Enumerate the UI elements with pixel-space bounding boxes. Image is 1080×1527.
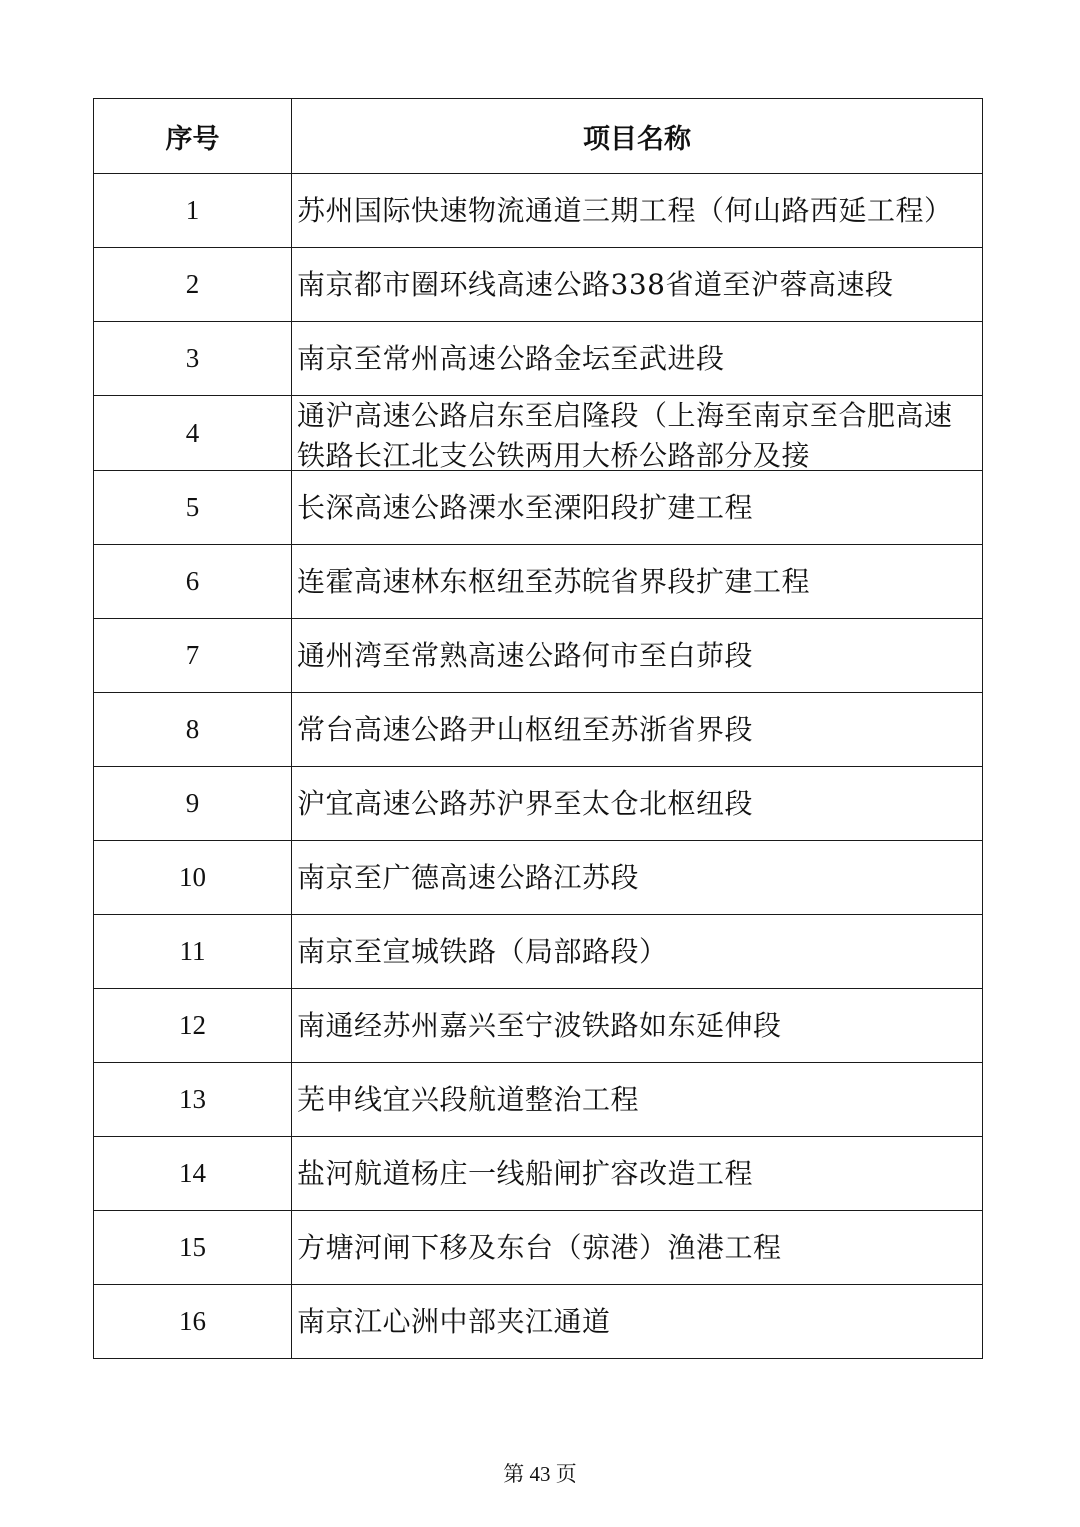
table-row <box>94 1285 983 1359</box>
row-number: 7 <box>94 619 292 693</box>
project-name-cell <box>292 1137 983 1211</box>
row-number: 3 <box>94 322 292 396</box>
table-header-row <box>94 99 983 174</box>
row-number: 15 <box>94 1211 292 1285</box>
table-body <box>94 174 983 1359</box>
header-project-name: 项目名称 <box>292 99 983 174</box>
project-name: 通沪高速公路启东至启隆段（上海至南京至合肥高速铁路长江北支公铁两用大桥公路部分及接 <box>297 399 953 470</box>
project-name-cell <box>292 1211 983 1285</box>
project-name: 常台高速公路尹山枢纽至苏浙省界段 <box>297 712 754 746</box>
project-name: 芜申线宜兴段航道整治工程 <box>297 1082 640 1116</box>
table-row <box>94 396 983 471</box>
table-row <box>94 1063 983 1137</box>
project-name: 南京江心洲中部夹江通道 <box>297 1304 611 1338</box>
row-number: 13 <box>94 1063 292 1137</box>
table-row <box>94 545 983 619</box>
row-number: 6 <box>94 545 292 619</box>
row-number: 9 <box>94 767 292 841</box>
row-number: 12 <box>94 989 292 1063</box>
project-name: 南京至宣城铁路（局部路段） <box>297 934 668 968</box>
project-name: 南京至常州高速公路金坛至武进段 <box>297 341 725 375</box>
table-row <box>94 174 983 248</box>
table-row <box>94 841 983 915</box>
project-name: 方塘河闸下移及东台（弶港）渔港工程 <box>297 1230 782 1264</box>
table-row <box>94 693 983 767</box>
page-number: 第 43 页 <box>503 1462 577 1486</box>
row-number: 11 <box>94 915 292 989</box>
project-name-cell <box>292 767 983 841</box>
table-row <box>94 1137 983 1211</box>
table-row <box>94 989 983 1063</box>
project-name-cell <box>292 619 983 693</box>
project-name-cell <box>292 471 983 545</box>
table-row <box>94 248 983 322</box>
project-name-cell <box>292 248 983 322</box>
table-row <box>94 471 983 545</box>
row-number: 1 <box>94 174 292 248</box>
project-name: 南通经苏州嘉兴至宁波铁路如东延伸段 <box>297 1008 782 1042</box>
project-name: 连霍高速林东枢纽至苏皖省界段扩建工程 <box>297 564 811 598</box>
project-name-cell <box>292 1063 983 1137</box>
project-name-cell <box>292 545 983 619</box>
table-row <box>94 1211 983 1285</box>
row-number: 8 <box>94 693 292 767</box>
project-name: 南京都市圈环线高速公路338省道至沪蓉高速段 <box>297 267 894 301</box>
project-name-cell <box>292 322 983 396</box>
project-name-cell <box>292 174 983 248</box>
project-name: 沪宜高速公路苏沪界至太仓北枢纽段 <box>297 786 754 820</box>
project-name: 苏州国际快速物流通道三期工程（何山路西延工程） <box>297 193 953 227</box>
project-name: 通州湾至常熟高速公路何市至白茆段 <box>297 638 754 672</box>
table-row <box>94 767 983 841</box>
row-number: 2 <box>94 248 292 322</box>
project-name-cell <box>292 915 983 989</box>
header-number: 序号 <box>94 99 292 174</box>
project-name-cell <box>292 1285 983 1359</box>
project-name: 南京至广德高速公路江苏段 <box>297 860 640 894</box>
table-row <box>94 915 983 989</box>
row-number: 4 <box>94 396 292 471</box>
table-row <box>94 322 983 396</box>
row-number: 5 <box>94 471 292 545</box>
project-name: 盐河航道杨庄一线船闸扩容改造工程 <box>297 1156 754 1190</box>
row-number: 10 <box>94 841 292 915</box>
project-name-cell <box>292 693 983 767</box>
project-name-cell <box>292 396 983 471</box>
row-number: 16 <box>94 1285 292 1359</box>
project-name-cell <box>292 841 983 915</box>
project-name-cell <box>292 989 983 1063</box>
row-number: 14 <box>94 1137 292 1211</box>
project-table <box>93 98 983 1359</box>
table-row <box>94 619 983 693</box>
project-name: 长深高速公路溧水至溧阳段扩建工程 <box>297 490 754 524</box>
